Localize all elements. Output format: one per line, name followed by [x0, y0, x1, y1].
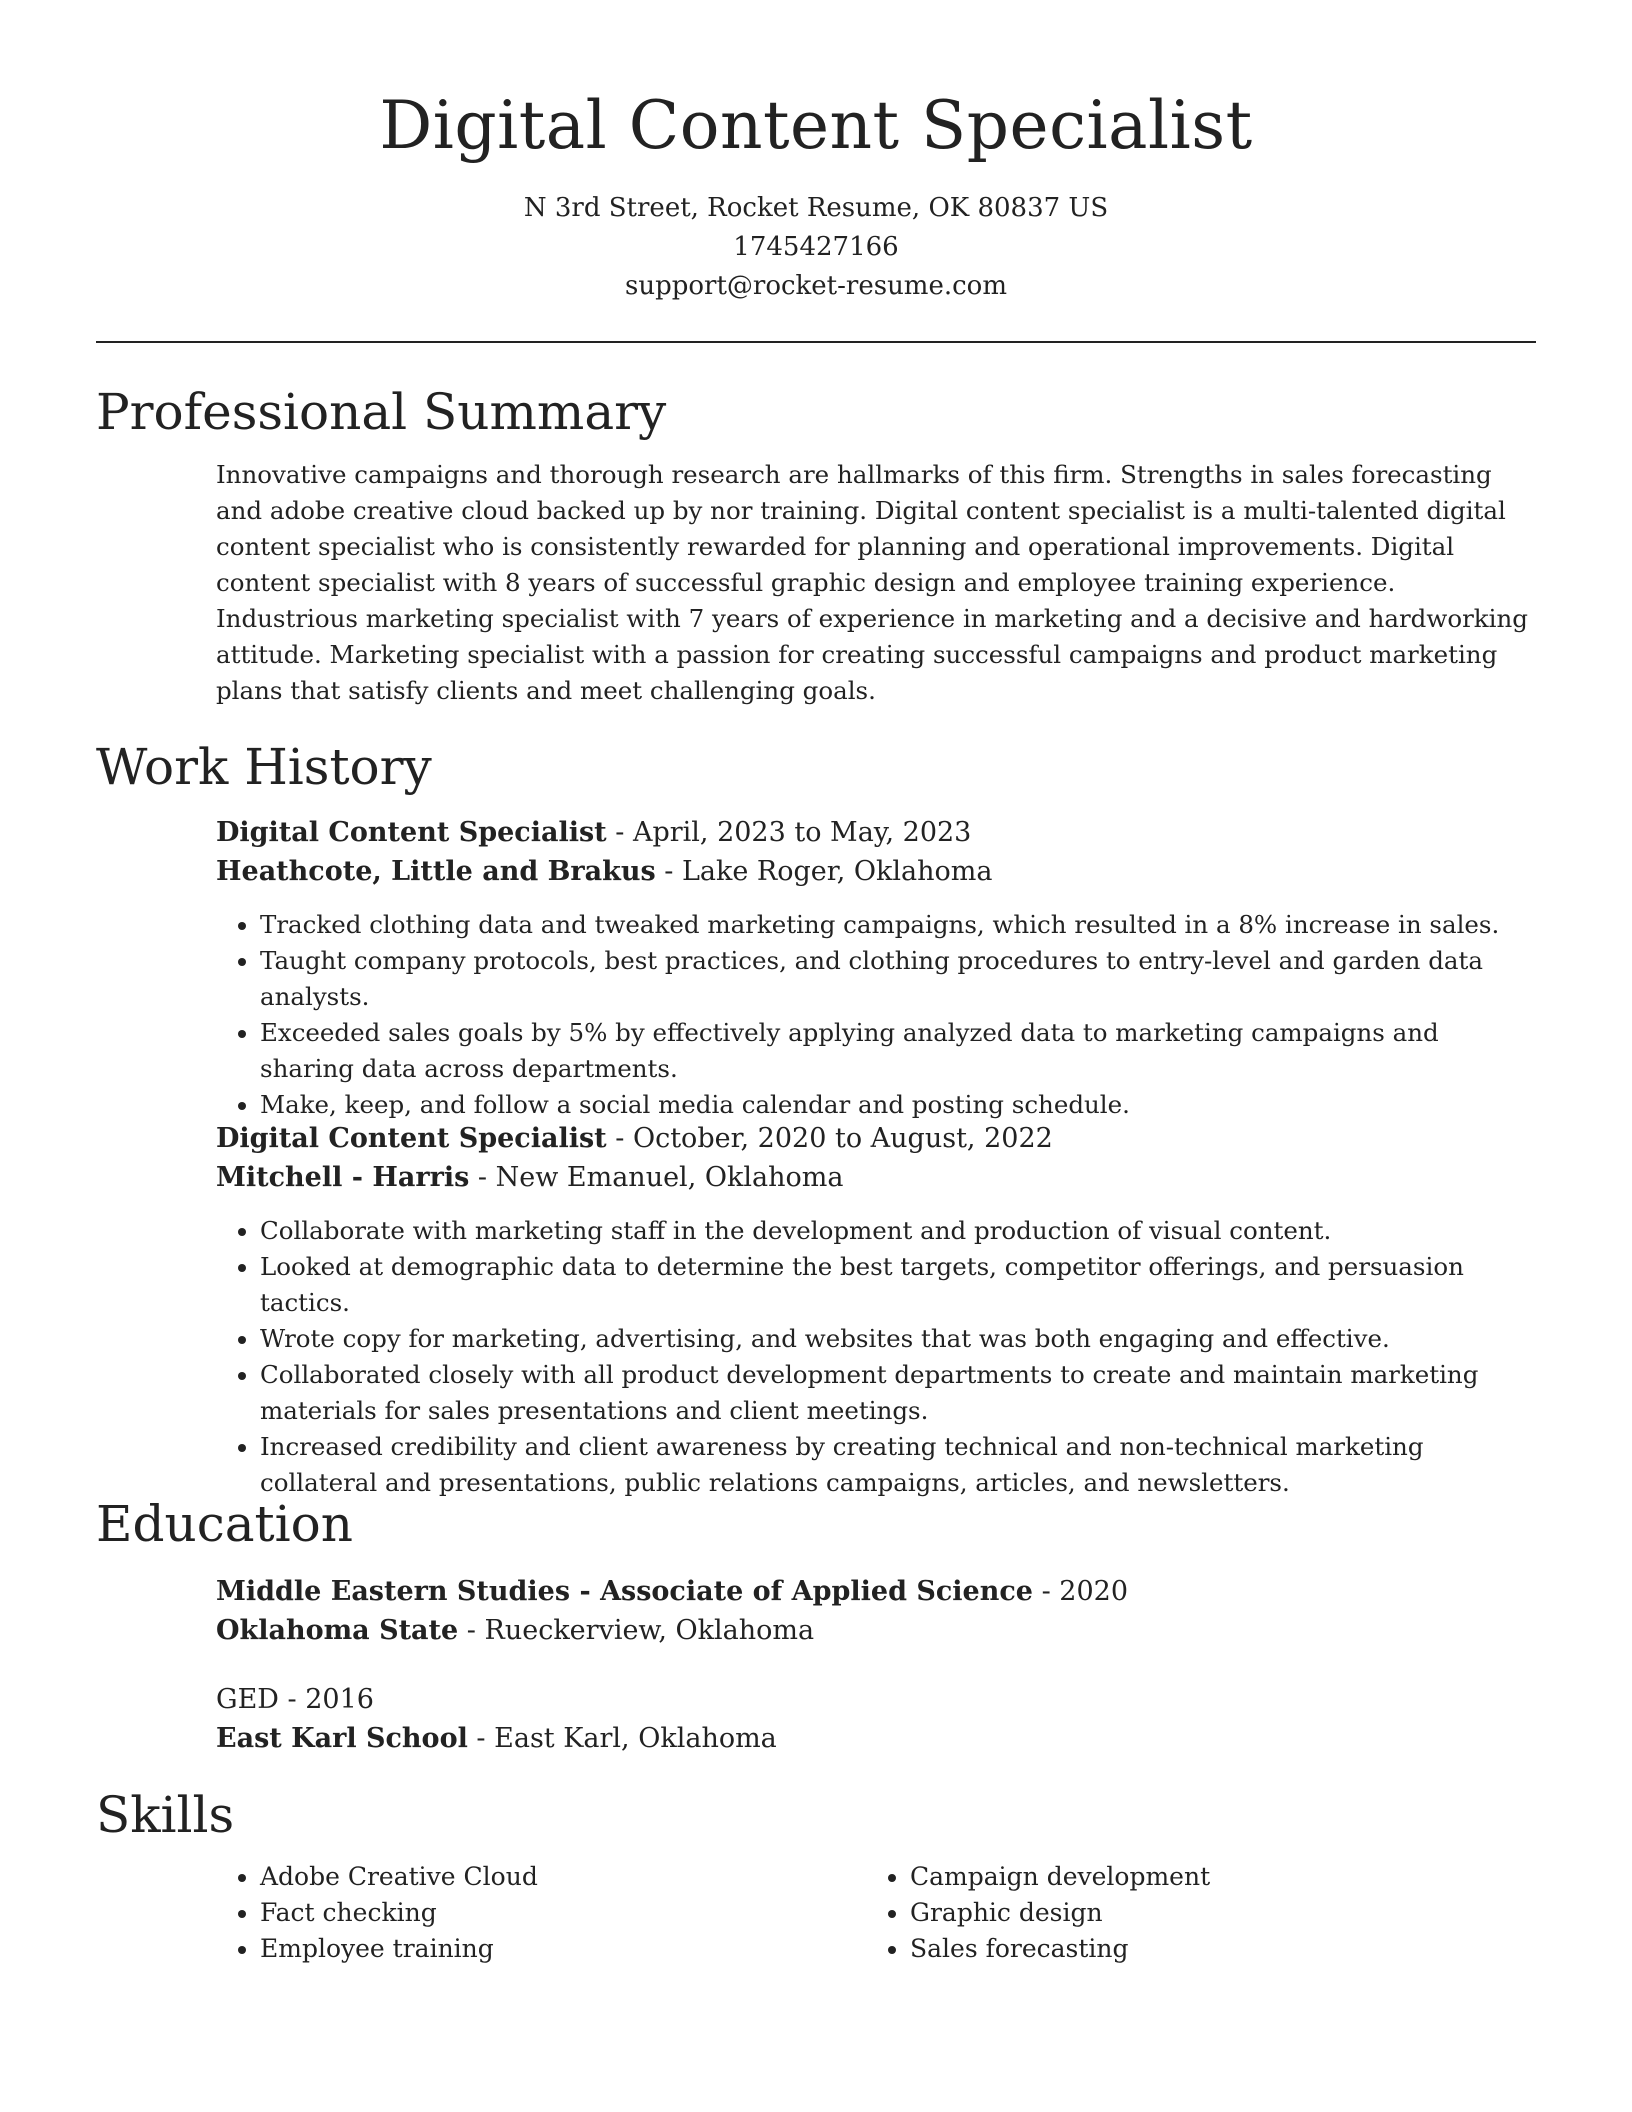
skill-item: • Employee training [260, 1931, 866, 1967]
field-of-study: Middle Eastern Studies [216, 1576, 571, 1607]
phone: 1745427166 [733, 232, 899, 262]
skill-item: • Adobe Creative Cloud [260, 1859, 866, 1895]
skills-heading: Skills [96, 1786, 235, 1844]
skills-columns [216, 1859, 1536, 1967]
education-entry [216, 1572, 1536, 1650]
company-name: Heathcote, Little and Brakus [216, 856, 656, 887]
job-location: New Emanuel, Oklahoma [495, 1162, 844, 1193]
education-school-line [216, 1611, 1536, 1650]
job-title: Digital Content Specialist [216, 817, 607, 848]
list-item: • Looked at demographic data to determine the best targets, competitor offerings, and persuasion tactics. [260, 1249, 1536, 1321]
list-item: • Tracked clothing data and tweaked marketing campaigns, which resulted in a 8% increase in sales. [260, 907, 1536, 943]
list-item: • Collaborated closely with all product development departments to create and maintain marketing materials for sales presentations and client meetings. [260, 1357, 1536, 1429]
education-heading: Education [96, 1495, 353, 1553]
skills-column-left [216, 1859, 866, 1967]
list-item: • Make, keep, and follow a social media calendar and posting schedule. [260, 1087, 1536, 1123]
separator: - [570, 1576, 601, 1607]
job-title-line [216, 813, 1536, 852]
job-dates: April, 2023 to May, 2023 [632, 817, 972, 848]
job-entry [216, 813, 1536, 1123]
job-location: Lake Roger, Oklahoma [681, 856, 993, 887]
list-item: • Increased credibility and client awareness by creating technical and non-technical marketing collateral and presentations, public relations campaigns, articles, and newsletters. [260, 1429, 1536, 1501]
separator: - [606, 817, 633, 848]
work-history-heading: Work History [96, 738, 432, 796]
summary-text: Innovative campaigns and thorough research are hallmarks of this firm. Strengths in sales forecasting and adobe creative cloud backed up by nor training. Digital content specialist is a multi-talented digital content specialist who is consistently rewarded for planning and operational improvements. Digital content specialist with 8 years of successful graphic design and employee training experience. Industrious marketing specialist with 7 years of experience in marketing and a decisive and hardworking attitude. Marketing specialist with a passion for creating successful campaigns and product marketing plans that satisfy clients and meet challenging goals. [216, 460, 1528, 705]
job-title: Digital Content Specialist [216, 1123, 607, 1154]
skills-list [866, 1859, 1516, 1967]
education-entry [216, 1680, 1536, 1758]
list-item: • Collaborate with marketing staff in the development and production of visual content. [260, 1213, 1536, 1249]
candidate-name: Digital Content Specialist [379, 87, 1253, 164]
list-item: • Exceeded sales goals by 5% by effectively applying analyzed data to marketing campaigns and sharing data across departments. [260, 1015, 1536, 1087]
job-bullets [216, 907, 1536, 1123]
separator: - [1033, 1576, 1060, 1607]
skills-column-right [866, 1859, 1516, 1967]
school-name: Oklahoma State [216, 1615, 459, 1646]
list-item: • Taught company protocols, best practices, and clothing procedures to entry-level and garden data analysts. [260, 943, 1536, 1015]
separator: - [467, 1723, 495, 1754]
job-entry [216, 1119, 1536, 1501]
summary-heading: Professional Summary [96, 383, 667, 441]
address: N 3rd Street, Rocket Resume, OK 80837 US [523, 193, 1109, 223]
degree: Associate of Applied Science [600, 1576, 1033, 1607]
school-location: Rueckerview, Oklahoma [484, 1615, 815, 1646]
resume-header [96, 84, 1536, 306]
skill-item: • Fact checking [260, 1895, 866, 1931]
contact-info [96, 189, 1536, 306]
skills-list [216, 1859, 866, 1967]
skill-item: • Sales forecasting [910, 1931, 1516, 1967]
separator: - [458, 1615, 485, 1646]
separator: - [469, 1162, 496, 1193]
summary-section [216, 457, 1536, 709]
education-degree-line [216, 1680, 1536, 1719]
job-company-line [216, 1158, 1536, 1197]
school-name: East Karl School [216, 1723, 468, 1754]
company-name: Mitchell - Harris [216, 1162, 470, 1193]
header-divider [96, 341, 1536, 343]
email: support@rocket-resume.com [624, 271, 1007, 301]
job-company-line [216, 852, 1536, 891]
job-title-line [216, 1119, 1536, 1158]
skill-item: • Graphic design [910, 1895, 1516, 1931]
graduation-year: 2020 [1059, 1576, 1129, 1607]
list-item: • Wrote copy for marketing, advertising, and websites that was both engaging and effective. [260, 1321, 1536, 1357]
job-dates: October, 2020 to August, 2022 [632, 1123, 1053, 1154]
graduation-year: 2016 [305, 1684, 374, 1715]
separator: - [655, 856, 682, 887]
skill-item: • Campaign development [910, 1859, 1516, 1895]
education-school-line [216, 1719, 1536, 1758]
education-degree-line [216, 1572, 1536, 1611]
degree: GED [216, 1684, 279, 1715]
separator: - [278, 1684, 306, 1715]
job-bullets [216, 1213, 1536, 1501]
skills-section [216, 1859, 1536, 1967]
school-location: East Karl, Oklahoma [494, 1723, 777, 1754]
separator: - [606, 1123, 633, 1154]
